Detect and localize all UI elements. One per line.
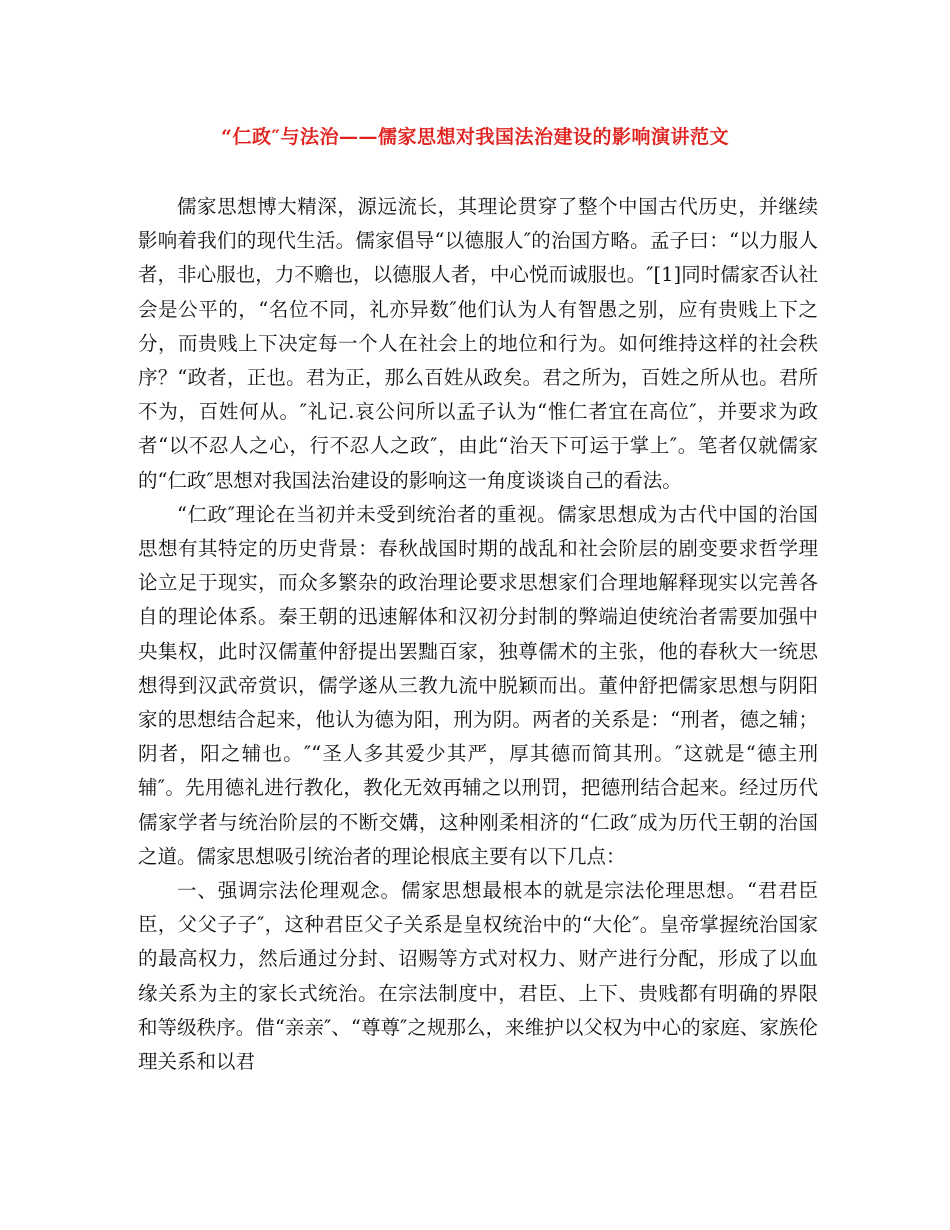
paragraph-3: 一、强调宗法伦理观念。儒家思想最根本的就是宗法伦理思想。“君君臣臣，父父子子″，这种君臣父子关系是皇权统治中的“大伦″。皇帝掌握统治国家的最高权力，然后通过分封、诏赐等方式对权力、财产进行分配，形成了以血缘关系为主的家长式统治。在宗法制度中，君臣、上下、贵贱都有明确的界限和等级秩序。借“亲亲″、“尊尊″之规那么，来维护以父权为中心的家庭、家族伦理关系和以君	[138, 879, 818, 1074]
paragraph-2: “仁政″理论在当初并未受到统治者的重视。儒家思想成为古代中国的治国思想有其特定的历史背景：春秋战国时期的战乱和社会阶层的剧变要求哲学理论立足于现实，而众多繁杂的政治理论要求思想家们合理地解释现实以完善各自的理论体系。秦王朝的迅速解体和汉初分封制的弊端迫使统治者需要加强中央集权，此时汉儒董仲舒提出罢黜百家，独尊儒术的主张，他的春秋大一统思想得到汉武帝赏识，儒学遂从三教九流中脱颖而出。董仲舒把儒家思想与阴阳家的思想结合起来，他认为德为阳，刑为阴。两者的关系是：“刑者，德之辅；阴者，阳之辅也。″“圣人多其爱少其严，厚其德而简其刑。″这就是“德主刑辅″。先用德礼进行教化，教化无效再辅之以刑罚，把德刑结合起来。经过历代儒家学者与统治阶层的不断交媾，这种刚柔相济的“仁政″成为历代王朝的治国之道。儒家思想吸引统治者的理论根底主要有以下几点：	[138, 502, 818, 868]
document-body	[138, 190, 818, 1079]
paragraph-1: 儒家思想博大精深，源远流长，其理论贯穿了整个中国古代历史，并继续影响着我们的现代生活。儒家倡导“以德服人″的治国方略。孟子曰：“以力服人者，非心服也，力不赡也，以德服人者，中心悦而诚服也。″[1]同时儒家否认社会是公平的，“名位不同，礼亦异数″他们认为人有智愚之别，应有贵贱上下之分，而贵贱上下决定每一个人在社会上的地位和行为。如何维持这样的社会秩序？“政者，正也。君为正，那么百姓从政矣。君之所为，百姓之所从也。君所不为，百姓何从。″礼记.哀公问所以孟子认为“惟仁者宜在高位″，并要求为政者“以不忍人之心，行不忍人之政″，由此“治天下可运于掌上″。笔者仅就儒家的“仁政″思想对我国法治建设的影响这一角度谈谈自己的看法。	[138, 195, 818, 492]
document-title: “仁政″与法治——儒家思想对我国法治建设的影响演讲范文	[221, 126, 729, 148]
